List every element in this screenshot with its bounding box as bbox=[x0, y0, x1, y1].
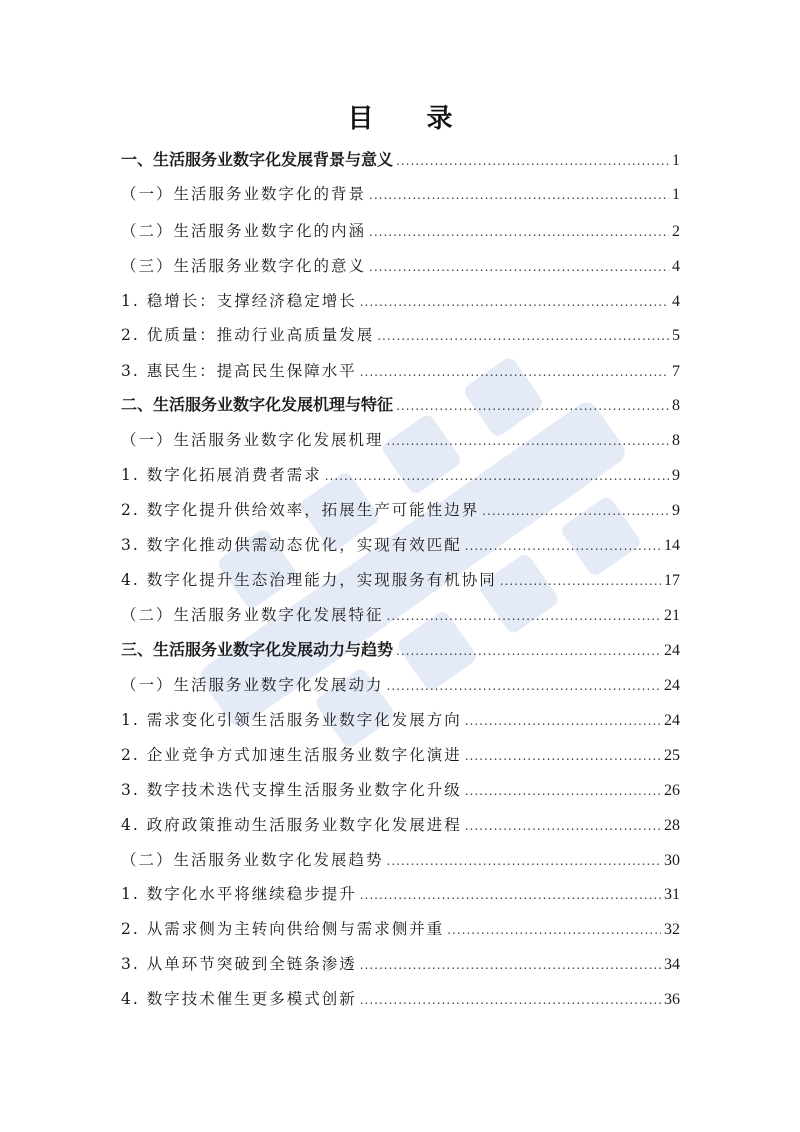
toc-page-number: 7 bbox=[672, 363, 680, 380]
toc-entry-title: 1. 数字化拓展消费者需求 bbox=[121, 466, 322, 484]
toc-entry-section-1-1[interactable] bbox=[121, 181, 680, 207]
toc-dot-leader bbox=[387, 673, 661, 699]
toc-dot-leader bbox=[465, 708, 661, 734]
toc-page-number: 28 bbox=[664, 817, 680, 834]
toc-entry-title: 2. 数字化提升供给效率，拓展生产可能性边界 bbox=[121, 501, 480, 519]
toc-dot-leader bbox=[396, 148, 669, 174]
toc-page-number: 4 bbox=[672, 293, 680, 310]
toc-page-number: 26 bbox=[664, 782, 680, 799]
toc-page-number: 31 bbox=[664, 886, 680, 903]
toc-dot-leader bbox=[500, 568, 661, 594]
toc-entry-item-1-3-3[interactable] bbox=[121, 358, 680, 384]
toc-dot-leader bbox=[360, 289, 669, 315]
toc-entry-title: 一、生活服务业数字化发展背景与意义 bbox=[121, 150, 394, 169]
toc-entry-item-3-1-4[interactable] bbox=[121, 812, 680, 838]
toc-page-number: 24 bbox=[664, 677, 680, 694]
toc-title: 目 录 bbox=[347, 104, 475, 134]
toc-dot-leader bbox=[387, 848, 661, 874]
toc-entry-title: （一）生活服务业数字化发展机理 bbox=[121, 431, 384, 449]
toc-entry-item-3-1-3[interactable] bbox=[121, 777, 680, 803]
toc-page-number: 32 bbox=[664, 921, 680, 938]
toc-page-number: 1 bbox=[672, 186, 680, 203]
toc-entry-title: 3. 惠民生：提高民生保障水平 bbox=[121, 362, 357, 380]
toc-dot-leader bbox=[360, 882, 661, 908]
toc-page-number: 9 bbox=[672, 502, 680, 519]
toc-entry-item-3-2-2[interactable] bbox=[121, 916, 680, 942]
toc-entry-title: 2. 优质量：推动行业高质量发展 bbox=[121, 326, 375, 344]
toc-page-number: 14 bbox=[664, 537, 680, 554]
toc-entry-title: 4. 数字化提升生态治理能力，实现服务有机协同 bbox=[121, 571, 497, 589]
toc-entry-title: 2. 企业竞争方式加速生活服务业数字化演进 bbox=[121, 746, 462, 764]
toc-entry-section-3-1[interactable] bbox=[121, 672, 680, 698]
toc-page-number: 34 bbox=[664, 956, 680, 973]
toc-entry-item-1-3-2[interactable] bbox=[121, 322, 680, 348]
toc-page-number: 5 bbox=[672, 327, 680, 344]
toc-entry-section-3-2[interactable] bbox=[121, 847, 680, 873]
toc-dot-leader bbox=[387, 603, 661, 629]
toc-entry-item-2-1-2[interactable] bbox=[121, 497, 680, 523]
toc-entry-title: 3. 从单环节突破到全链条渗透 bbox=[121, 955, 357, 973]
toc-page-number: 24 bbox=[664, 642, 680, 659]
toc-entry-item-2-1-1[interactable] bbox=[121, 462, 680, 488]
toc-dot-leader bbox=[360, 987, 661, 1013]
toc-dot-leader bbox=[465, 533, 661, 559]
toc-dot-leader bbox=[360, 952, 661, 978]
toc-page-number: 4 bbox=[672, 258, 680, 275]
toc-dot-leader bbox=[465, 743, 661, 769]
toc-entry-item-2-1-4[interactable] bbox=[121, 567, 680, 593]
toc-entry-title: 2. 从需求侧为主转向供给侧与需求侧并重 bbox=[121, 920, 445, 938]
toc-dot-leader bbox=[360, 359, 669, 385]
toc-dot-leader bbox=[396, 393, 669, 419]
toc-entry-title: 3. 数字技术迭代支撑生活服务业数字化升级 bbox=[121, 781, 462, 799]
toc-dot-leader bbox=[325, 463, 669, 489]
toc-entry-item-3-1-1[interactable] bbox=[121, 707, 680, 733]
toc-dot-leader bbox=[396, 638, 661, 664]
toc-entry-title: （三）生活服务业数字化的意义 bbox=[121, 257, 367, 275]
toc-entry-title: （二）生活服务业数字化发展特征 bbox=[121, 606, 384, 624]
toc-entry-title: 4. 数字技术催生更多模式创新 bbox=[121, 990, 357, 1008]
toc-entry-title: 3. 数字化推动供需动态优化，实现有效匹配 bbox=[121, 536, 462, 554]
toc-entry-title: 1. 稳增长：支撑经济稳定增长 bbox=[121, 292, 357, 310]
toc-dot-leader bbox=[369, 254, 669, 280]
toc-dot-leader bbox=[482, 498, 669, 524]
toc-entry-chapter-2[interactable] bbox=[121, 392, 680, 418]
toc-entry-title: 4. 政府政策推动生活服务业数字化发展进程 bbox=[121, 816, 462, 834]
toc-entry-title: （一）生活服务业数字化发展动力 bbox=[121, 676, 384, 694]
toc-entry-item-3-2-4[interactable] bbox=[121, 986, 680, 1012]
toc-dot-leader bbox=[387, 428, 669, 454]
toc-page-number: 1 bbox=[672, 152, 680, 169]
toc-dot-leader bbox=[369, 219, 669, 245]
toc-page-number: 2 bbox=[672, 223, 680, 240]
toc-page-number: 24 bbox=[664, 712, 680, 729]
toc-dot-leader bbox=[377, 323, 669, 349]
toc-dot-leader bbox=[369, 182, 669, 208]
toc-entry-item-3-2-3[interactable] bbox=[121, 951, 680, 977]
toc-page-number: 25 bbox=[664, 747, 680, 764]
toc-entry-title: （一）生活服务业数字化的背景 bbox=[121, 185, 367, 203]
toc-page-number: 30 bbox=[664, 852, 680, 869]
toc-page-number: 8 bbox=[672, 397, 680, 414]
toc-dot-leader bbox=[447, 917, 661, 943]
toc-page-number: 21 bbox=[664, 607, 680, 624]
toc-entry-section-1-2[interactable] bbox=[121, 218, 680, 244]
toc-page-number: 36 bbox=[664, 991, 680, 1008]
toc-entry-title: 1. 数字化水平将继续稳步提升 bbox=[121, 885, 357, 903]
toc-entry-title: （二）生活服务业数字化的内涵 bbox=[121, 222, 367, 240]
toc-dot-leader bbox=[465, 813, 661, 839]
toc-entry-title: （二）生活服务业数字化发展趋势 bbox=[121, 851, 384, 869]
toc-entry-title: 三、生活服务业数字化发展动力与趋势 bbox=[121, 640, 394, 659]
toc-entry-item-3-1-2[interactable] bbox=[121, 742, 680, 768]
toc-entry-title: 1. 需求变化引领生活服务业数字化发展方向 bbox=[121, 711, 462, 729]
toc-entry-item-2-1-3[interactable] bbox=[121, 532, 680, 558]
toc-entry-item-1-3-1[interactable] bbox=[121, 288, 680, 314]
toc-entry-section-2-2[interactable] bbox=[121, 602, 680, 628]
toc-entry-chapter-3[interactable] bbox=[121, 637, 680, 663]
toc-page-number: 17 bbox=[664, 572, 680, 589]
toc-page-number: 8 bbox=[672, 432, 680, 449]
toc-entry-section-2-1[interactable] bbox=[121, 427, 680, 453]
toc-entry-section-1-3[interactable] bbox=[121, 253, 680, 279]
toc-page-number: 9 bbox=[672, 467, 680, 484]
toc-entry-title: 二、生活服务业数字化发展机理与特征 bbox=[121, 395, 394, 414]
toc-entry-chapter-1[interactable] bbox=[121, 147, 680, 173]
toc-dot-leader bbox=[465, 778, 661, 804]
toc-entry-item-3-2-1[interactable] bbox=[121, 881, 680, 907]
